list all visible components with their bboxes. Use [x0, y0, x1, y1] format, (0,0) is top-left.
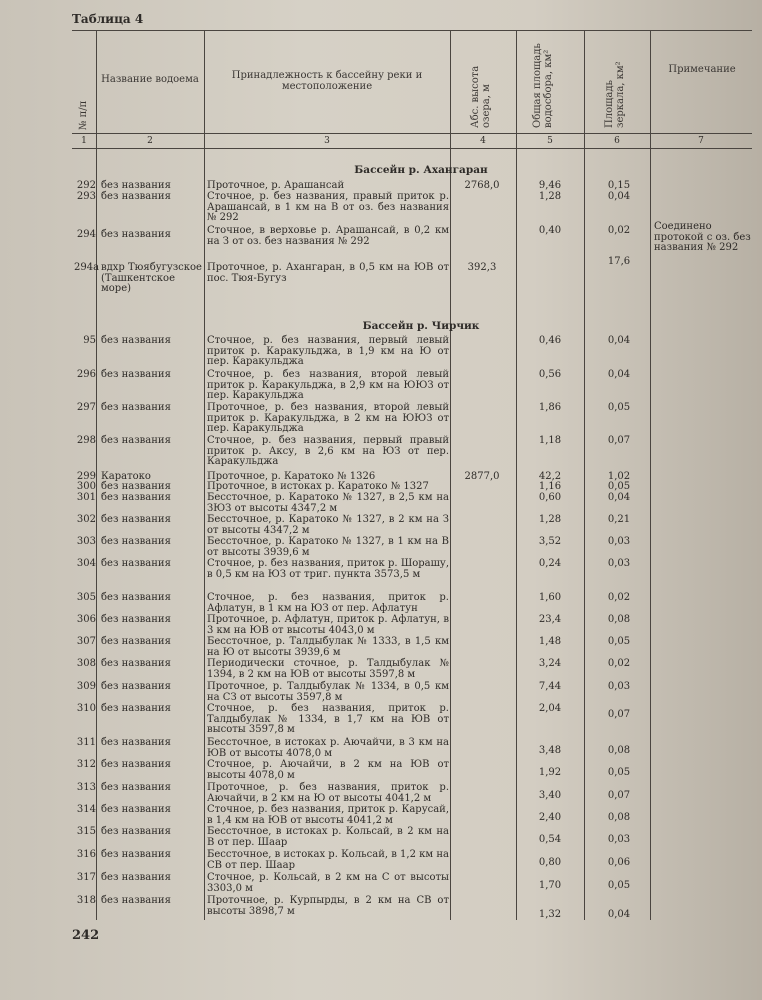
table-caption: Таблица 4 — [72, 12, 144, 26]
row-number: 299 — [76, 471, 96, 482]
mirror-area: 0,02 — [607, 225, 631, 236]
mirror-area: 0,05 — [607, 402, 631, 413]
lake-name: без названия — [101, 849, 171, 860]
lake-location: Проточное, р. Арашансай — [207, 180, 345, 191]
lake-name: без названия — [101, 536, 171, 547]
lake-altitude: 392,3 — [467, 262, 497, 273]
lake-name: без названия — [101, 514, 171, 525]
catchment-area: 0,80 — [538, 857, 562, 868]
mirror-area: 0,05 — [607, 880, 631, 891]
row-number: 297 — [76, 402, 96, 413]
header-catchment-area: Общая площадь водосбора, км² — [532, 43, 554, 128]
row-number: 302 — [76, 514, 96, 525]
lake-name: без названия — [101, 558, 171, 569]
lake-name: без названия — [101, 872, 171, 883]
lake-altitude: 2768,0 — [464, 180, 500, 191]
column-number: 2 — [147, 136, 153, 146]
row-number: 311 — [76, 737, 96, 748]
mirror-area: 0,08 — [607, 745, 631, 756]
row-number: 317 — [76, 872, 96, 883]
lake-location: Периодически сточное, р. Талдыбулак № 1394, в 2 км на ЮВ от высоты 3597,8 м — [207, 658, 449, 680]
mirror-area: 0,03 — [607, 558, 631, 569]
catchment-area: 3,24 — [538, 658, 562, 669]
catchment-area: 23,4 — [538, 614, 562, 625]
column-number: 1 — [81, 136, 87, 146]
lake-name: без названия — [101, 191, 171, 202]
column-number: 4 — [480, 136, 486, 146]
row-number: 304 — [76, 558, 96, 569]
mirror-area: 0,05 — [607, 636, 631, 647]
mirror-area: 0,07 — [607, 435, 631, 446]
row-number: 303 — [76, 536, 96, 547]
lake-name: без названия — [101, 402, 171, 413]
catchment-area: 0,24 — [538, 558, 562, 569]
lake-name: без названия — [101, 492, 171, 503]
lake-location: Бессточное, р. Каратоко № 1327, в 1 км на В от высоты 3939,6 м — [207, 536, 449, 558]
mirror-area: 0,03 — [607, 536, 631, 547]
row-number: 296 — [76, 369, 96, 380]
lake-location: Сточное, р. Кольсай, в 2 км на С от высоты 3303,0 м — [207, 872, 449, 894]
mirror-area: 0,02 — [607, 592, 631, 603]
row-number: 318 — [76, 895, 96, 906]
mirror-area: 0,04 — [607, 335, 631, 346]
lake-name: без названия — [101, 636, 171, 647]
lake-location: Сточное, р. без названия, правый приток р. Арашансай, в 1 км на В от оз. без названия № 292 — [207, 191, 449, 223]
mirror-area: 0,21 — [607, 514, 631, 525]
lake-name: без названия — [101, 369, 171, 380]
mirror-area: 0,04 — [607, 492, 631, 503]
row-number: 315 — [76, 826, 96, 837]
lake-location: Сточное, р. без названия, первый правый приток р. Аксу, в 2,6 км на ЮЗ от пер. Каракульджа — [207, 435, 449, 467]
catchment-area: 1,28 — [538, 514, 562, 525]
catchment-area: 0,54 — [538, 834, 562, 845]
mirror-area: 0,03 — [607, 834, 631, 845]
mirror-area: 0,02 — [607, 658, 631, 669]
row-number: 306 — [76, 614, 96, 625]
mirror-area: 0,06 — [607, 857, 631, 868]
row-number: 294 — [76, 229, 96, 240]
lake-name: без названия — [101, 826, 171, 837]
mirror-area: 0,08 — [607, 614, 631, 625]
catchment-area: 2,04 — [538, 703, 562, 714]
lake-location: Бессточное, р. Каратоко № 1327, в 2 км на З от высоты 4347,2 м — [207, 514, 449, 536]
catchment-area: 1,70 — [538, 880, 562, 891]
header-name: Название водоема — [101, 74, 199, 85]
lake-name: без названия — [101, 435, 171, 446]
mirror-area: 0,04 — [607, 369, 631, 380]
lake-location: Сточное, р. без названия, приток р. Талдыбулак № 1334, в 1,7 км на ЮВ от высоты 3597,8 м — [207, 703, 449, 735]
mirror-area: 0,04 — [607, 909, 631, 920]
lake-location: Проточное, р. Афлатун, приток р. Афлатун, в 3 км на ЮВ от высоты 4043,0 м — [207, 614, 449, 636]
catchment-area: 7,44 — [538, 681, 562, 692]
row-number: 292 — [76, 180, 96, 191]
row-number: 305 — [76, 592, 96, 603]
mirror-area: 0,07 — [607, 709, 631, 720]
mirror-area: 0,07 — [607, 790, 631, 801]
lake-location: Бессточное, р. Талдыбулак № 1333, в 1,5 км на Ю от высоты 3939,6 м — [207, 636, 449, 658]
row-number: 308 — [76, 658, 96, 669]
mirror-area: 0,05 — [607, 481, 631, 492]
row-number: 314 — [76, 804, 96, 815]
row-number: 300 — [76, 481, 96, 492]
lake-name: Каратоко — [101, 471, 151, 482]
catchment-area: 1,60 — [538, 592, 562, 603]
lake-location: Сточное, р. без названия, первый левый приток р. Каракульджа, в 1,9 км на Ю от пер. Каракульджа — [207, 335, 449, 367]
mirror-area: 1,02 — [607, 471, 631, 482]
lake-location: Бессточное, в истоках р. Аючайчи, в 3 км на ЮВ от высоты 4078,0 м — [207, 737, 449, 759]
column-number: 5 — [547, 136, 553, 146]
catchment-area: 0,56 — [538, 369, 562, 380]
mirror-area: 0,05 — [607, 767, 631, 778]
catchment-area: 1,86 — [538, 402, 562, 413]
header-note: Примечание — [668, 64, 736, 75]
lake-location: Сточное, р. без названия, приток р. Афлатун, в 1 км на ЮЗ от пер. Афлатун — [207, 592, 449, 614]
row-number: 294а — [74, 262, 100, 273]
lake-name: без названия — [101, 737, 171, 748]
column-number: 7 — [698, 136, 704, 146]
lake-name: без названия — [101, 614, 171, 625]
catchment-area: 1,48 — [538, 636, 562, 647]
catchment-area: 42,2 — [538, 471, 562, 482]
header-mirror-area: Площадь зеркала, км² — [604, 61, 626, 128]
lake-name: без названия — [101, 681, 171, 692]
lake-location: Проточное, р. Талдыбулак № 1334, в 0,5 км на СЗ от высоты 3597,8 м — [207, 681, 449, 703]
column-number: 3 — [324, 136, 330, 146]
lake-name: без названия — [101, 481, 171, 492]
catchment-area: 3,48 — [538, 745, 562, 756]
catchment-area: 1,18 — [538, 435, 562, 446]
lake-name: вдхр Тюябугузское (Ташкентское море) — [101, 262, 202, 294]
lake-location: Сточное, р. без названия, приток р. Шорашу, в 0,5 км на ЮЗ от триг. пункта 3573,5 м — [207, 558, 449, 580]
mirror-area: 17,6 — [607, 256, 631, 267]
column-number: 6 — [614, 136, 620, 146]
catchment-area: 3,40 — [538, 790, 562, 801]
lake-location: Проточное, в истоках р. Каратоко № 1327 — [207, 481, 429, 492]
row-number: 301 — [76, 492, 96, 503]
catchment-area: 0,60 — [538, 492, 562, 503]
row-number: 95 — [83, 335, 96, 346]
catchment-area: 2,40 — [538, 812, 562, 823]
catchment-area: 1,16 — [538, 481, 562, 492]
row-number: 310 — [76, 703, 96, 714]
lake-name: без названия — [101, 782, 171, 793]
lake-location: Сточное, р. Аючайчи, в 2 км на ЮВ от высоты 4078,0 м — [207, 759, 449, 781]
page-number: 242 — [72, 928, 100, 943]
mirror-area: 0,04 — [607, 191, 631, 202]
header-location: Принадлежность к бассейну реки и местоположение — [231, 70, 423, 92]
lake-location: Проточное, р. Курпырды, в 2 км на СВ от высоты 3898,7 м — [207, 895, 449, 917]
lake-location: Проточное, р. Ахангаран, в 0,5 км на ЮВ от пос. Тюя-Бугуз — [207, 262, 449, 284]
header-number: № п/п — [78, 100, 89, 130]
catchment-area: 1,32 — [538, 909, 562, 920]
lake-location: Проточное, р. без названия, приток р. Аючайчи, в 2 км на Ю от высоты 4041,2 м — [207, 782, 449, 804]
mirror-area: 0,03 — [607, 681, 631, 692]
lake-name: без названия — [101, 229, 171, 240]
lake-name: без названия — [101, 180, 171, 191]
lake-location: Сточное, в верховье р. Арашансай, в 0,2 км на З от оз. без названия № 292 — [207, 225, 449, 247]
catchment-area: 0,40 — [538, 225, 562, 236]
lake-name: без названия — [101, 658, 171, 669]
lake-location: Проточное, р. Каратоко № 1326 — [207, 471, 376, 482]
lake-altitude: 2877,0 — [464, 471, 500, 482]
lake-location: Бессточное, в истоках р. Кольсай, в 1,2 км на СВ от пер. Шаар — [207, 849, 449, 871]
lake-name: без названия — [101, 592, 171, 603]
basin-heading-akhangaran: Бассейн р. Ахангаран — [354, 164, 488, 176]
lake-name: без названия — [101, 703, 171, 714]
lake-name: без названия — [101, 804, 171, 815]
row-number: 298 — [76, 435, 96, 446]
lake-location: Сточное, р. без названия, второй левый приток р. Каракульджа, в 2,9 км на ЮЮЗ от пер. Каракульджа — [207, 369, 449, 401]
lake-location: Проточное, р. без названия, второй левый приток р. Каракульджа, в 2 км на ЮЮЗ от пер. Каракульджа — [207, 402, 449, 434]
lake-name: без названия — [101, 895, 171, 906]
row-number: 309 — [76, 681, 96, 692]
lake-location: Бессточное, в истоках р. Кольсай, в 2 км на В от пер. Шаар — [207, 826, 449, 848]
catchment-area: 9,46 — [538, 180, 562, 191]
mirror-area: 0,15 — [607, 180, 631, 191]
lake-name: без названия — [101, 335, 171, 346]
header-altitude: Абс. высота озера, м — [470, 65, 492, 128]
row-number: 313 — [76, 782, 96, 793]
row-number: 312 — [76, 759, 96, 770]
catchment-area: 0,46 — [538, 335, 562, 346]
mirror-area: 0,08 — [607, 812, 631, 823]
catchment-area: 1,92 — [538, 767, 562, 778]
lake-location: Сточное, р. без названия, приток р. Карусай, в 1,4 км на ЮВ от высоты 4041,2 м — [207, 804, 449, 826]
row-number: 316 — [76, 849, 96, 860]
basin-heading-chirchik: Бассейн р. Чирчик — [362, 320, 480, 332]
row-number: 293 — [76, 191, 96, 202]
row-note: Соединено протокой с оз. без названия № 292 — [654, 221, 751, 253]
lake-location: Бессточное, р. Каратоко № 1327, в 2,5 км на ЗЮЗ от высоты 4347,2 м — [207, 492, 449, 514]
catchment-area: 1,28 — [538, 191, 562, 202]
catchment-area: 3,52 — [538, 536, 562, 547]
lake-name: без названия — [101, 759, 171, 770]
row-number: 307 — [76, 636, 96, 647]
